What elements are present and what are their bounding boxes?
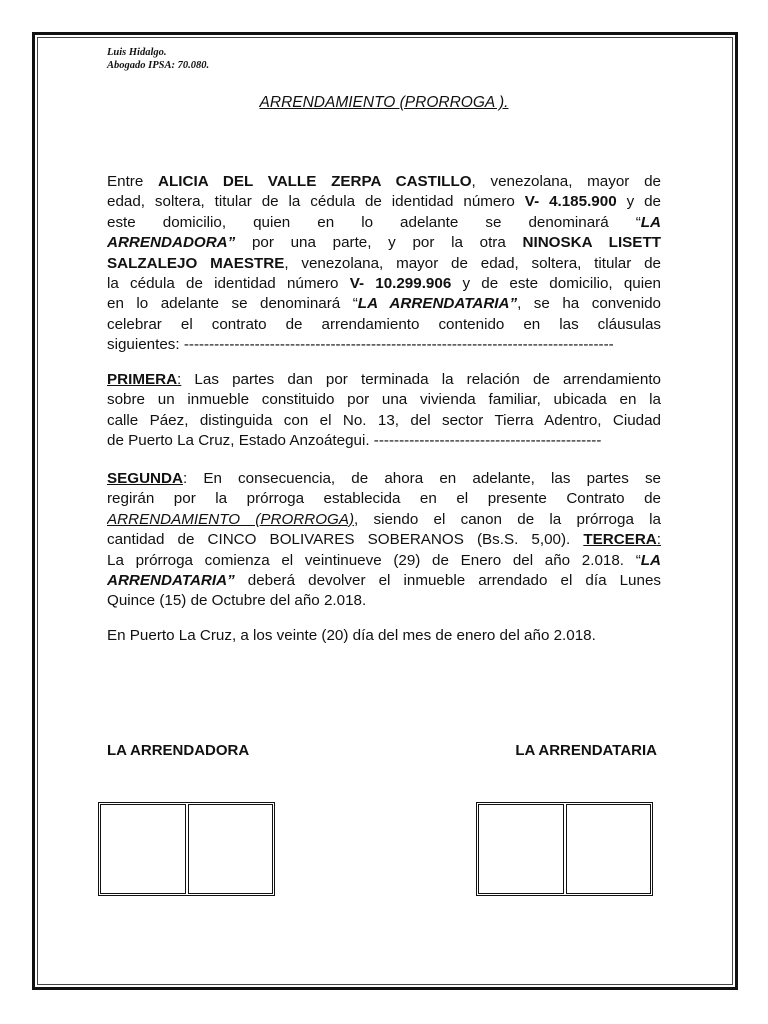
role-label: LA (640, 213, 661, 231)
tenant-name: SALZALEJO MAESTRE (107, 254, 285, 272)
text: edad, soltera, titular de la cédula de identidad número (107, 193, 525, 211)
signature-label-tenant: LA ARRENDATARIA (515, 742, 657, 759)
landlord-name: ALICIA DEL VALLE ZERPA CASTILLO (158, 173, 472, 190)
text: , se ha convenido (517, 295, 661, 313)
text: y de este domicilio, quien (451, 274, 661, 292)
intro-line-1 (107, 172, 661, 192)
intro-line-4 (107, 233, 661, 253)
fingerprint-cell-left (478, 804, 564, 894)
intro-line-9: siguientes: ------------------------------------------------------------------------------------- (107, 336, 614, 354)
intro-line-3 (107, 213, 661, 233)
fingerprint-box-landlord (98, 802, 275, 896)
text: : En consecuencia, de ahora en adelante, las partes se (182, 470, 661, 487)
intro-line-6 (107, 274, 661, 294)
tenant-id: V- 10.299.906 (349, 274, 452, 292)
clause-label: TERCERA (583, 531, 657, 549)
intro-line-2 (107, 192, 661, 212)
segunda-line-7: Quince (15) de Octubre del año 2.018. (107, 592, 367, 610)
intro-line-7 (107, 294, 661, 314)
text: deberá devolver el inmueble arrendado el día Lunes (234, 571, 661, 589)
segunda-line-6 (107, 571, 661, 591)
text: por una parte, y por la otra (235, 234, 523, 252)
text: cantidad de CINCO BOLIVARES SOBERANOS (Bs.S. 5,00). (107, 531, 584, 549)
segunda-line-1 (107, 469, 661, 489)
fingerprint-box-tenant (476, 802, 653, 896)
role-label: LA ARRENDATARIA” (357, 295, 518, 313)
segunda-line-3 (107, 510, 661, 530)
tenant-name: NINOSKA LISETT (522, 234, 661, 252)
clause-label: PRIMERA (107, 371, 178, 388)
text: Entre (107, 173, 159, 190)
author-license: Abogado IPSA: 70.080. (107, 60, 210, 71)
text: Las partes dan por terminada la relación de arrendamiento (181, 371, 661, 388)
clause-label: SEGUNDA (107, 470, 183, 487)
contract-reference: ARRENDAMIENTO (PRORROGA) (107, 510, 355, 528)
primera-line-4: de Puerto La Cruz, Estado Anzoátegui. --------------------------------------------- (107, 432, 602, 450)
primera-line-3: calle Páez, distinguida con el No. 13, del sector Tierra Adentro, Ciudad (107, 411, 661, 429)
text: este domicilio, quien en lo adelante se denominará “ (107, 213, 641, 231)
segunda-line-5 (107, 551, 661, 571)
text: la cédula de identidad número (107, 274, 350, 292)
role-label: LA (640, 551, 661, 569)
closing-line: En Puerto La Cruz, a los veinte (20) día del mes de enero del año 2.018. (107, 627, 596, 644)
closing-paragraph (107, 626, 661, 646)
text: La prórroga comienza el veintinueve (29) de Enero del año 2.018. “ (107, 551, 641, 569)
signature-label-landlord: LA ARRENDADORA (107, 742, 250, 759)
clause-segunda (107, 469, 661, 612)
text: , venezolana, mayor de edad, soltera, titular de (284, 254, 661, 272)
role-label: ARRENDADORA” (107, 234, 236, 252)
fingerprint-cell-right (566, 804, 652, 894)
document-title: ARRENDAMIENTO (PRORROGA ). (259, 94, 509, 111)
letterhead (107, 46, 209, 72)
role-label: ARRENDATARIA” (107, 571, 235, 589)
landlord-id: V- 4.185.900 (524, 193, 617, 211)
text: , siendo el canon de la prórroga la (354, 510, 661, 528)
text: : (177, 371, 182, 388)
segunda-line-4 (107, 530, 661, 550)
text: : (656, 531, 661, 549)
text: y de (616, 193, 661, 211)
author-name: Luis Hidalgo. (107, 47, 167, 58)
intro-line-8: celebrar el contrato de arrendamiento contenido en las cláusulas (107, 315, 661, 333)
clause-primera (107, 370, 661, 452)
text: en lo adelante se denominará “ (107, 295, 358, 313)
fingerprint-cell-left (100, 804, 186, 894)
text: , venezolana, mayor de (471, 173, 661, 190)
intro-line-5 (107, 254, 661, 274)
primera-line-2: sobre un inmueble constituido por una vivienda familiar, ubicada en la (107, 391, 661, 409)
fingerprint-cell-right (188, 804, 274, 894)
intro-paragraph (107, 172, 661, 356)
primera-line-1 (107, 370, 661, 390)
segunda-line-2: regirán por la prórroga establecida en el presente Contrato de (107, 490, 661, 508)
